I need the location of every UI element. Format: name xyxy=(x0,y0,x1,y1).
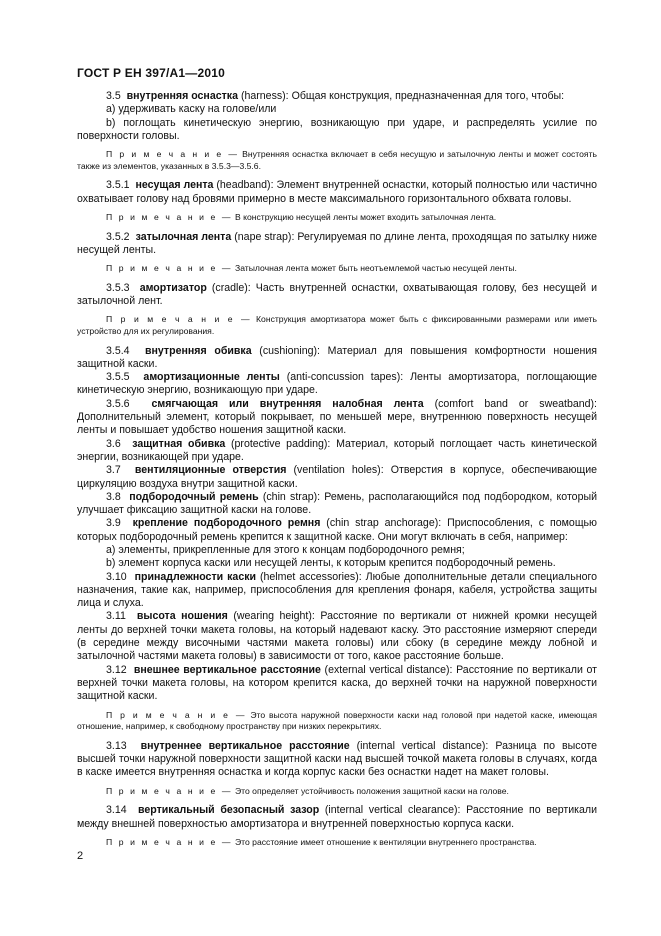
definition-3-8 xyxy=(77,491,597,518)
term: затылочная лента xyxy=(135,230,232,243)
note-label: П р и м е ч а н и е — xyxy=(106,149,240,160)
list-item-b: b) поглощать кинетическую энергию, возникающую при ударе, и распределять усилие по поверхности головы. xyxy=(77,116,597,142)
clause-number: 3.5.3 xyxy=(106,281,130,294)
term: внутренняя обивка xyxy=(145,344,252,357)
list-item-a: a) элементы, прикрепленные для этого к концам подбородочного ремня; xyxy=(106,543,465,556)
note-text: Это высота наружной поверхности каски над головой при надетой каске, имеющая отношение, например, к свободному пространству при низких перекрытиях. xyxy=(77,709,598,732)
term: вертикальный безопасный зазор xyxy=(137,804,320,817)
definition-3-10 xyxy=(77,571,597,611)
note xyxy=(77,786,597,798)
clause-number: 3.5.1 xyxy=(106,179,130,192)
term: амортизатор xyxy=(139,281,207,294)
clause-number: 3.5.4 xyxy=(106,344,130,357)
definition-3-6 xyxy=(77,438,597,465)
definition-3-5 xyxy=(77,90,597,103)
note-text: Внутренняя оснастка включает в себя несущую и затылочную ленты и может состоять также из элементов, указанных в 3.5.3—3.5.6. xyxy=(77,149,597,171)
note-text: Затылочная лента может быть неотъемлемой частью несущей ленты. xyxy=(235,263,517,274)
definition-text: (external vertical distance): Расстояние по вертикали от верхней точки макета головы, на котором крепится каска, до верхней точки на наружной поверхности защитной каски. xyxy=(77,663,597,703)
list-item-b: b) элемент корпуса каски или несущей ленты, к которым крепится подбородочный ремень. xyxy=(106,557,556,570)
clause-number: 3.5.6 xyxy=(106,397,130,410)
clause-number: 3.12 xyxy=(106,663,127,676)
definition-text: (chin strap): Ремень, располагающийся под подбородком, который улучшает фиксацию защитной каски на голове. xyxy=(77,490,597,517)
definition-3-12 xyxy=(77,664,597,704)
note-label: П р и м е ч а н и е — xyxy=(106,314,252,325)
note-text: Конструкция амортизатора может быть с фиксированными размерами или иметь устройство для их регулирования. xyxy=(77,314,597,336)
clause-number: 3.5 xyxy=(106,90,121,102)
clause-number: 3.11 xyxy=(106,610,126,623)
clause-number: 3.13 xyxy=(106,739,127,752)
note xyxy=(77,212,597,224)
definition-text: (nape strap): Регулируемая по длине лента, проходящая по затылку ниже несущей ленты. xyxy=(77,230,598,256)
definition-text: (wearing height): Расстояние по вертикали от нижней кромки несущей ленты до верхней точки макета головы, на который надевают каску. Это расстояние измеряют спереди (в середине между височными частями макета головы) или сбоку (в середине между лобной и затылочной частями макета головы) в зависимости от того, какое расстояние больше. xyxy=(77,610,598,663)
definition-3-5-6 xyxy=(77,398,597,438)
definition-text: (helmet accessories): Любые дополнительные детали специального назначения, такие как, например, приспособления для крепления фонаря, кабеля, устройства защиты лица и слуха. xyxy=(77,570,598,610)
note-text: В конструкцию несущей ленты может входить затылочная лента. xyxy=(235,211,497,222)
definition-text: (internal vertical clearance): Расстояние по вертикали между внешней поверхностью амортизатора и внутренней поверхностью корпуса каски. xyxy=(77,804,597,830)
clause-number: 3.5.5 xyxy=(106,371,130,384)
clause-number: 3.10 xyxy=(106,570,127,583)
definition-text: (cradle): Часть внутренней оснастки, охватывающая голову, без несущей и затылочной лент. xyxy=(77,281,597,308)
term: подбородочный ремень xyxy=(129,490,259,503)
term: смягчающая или внутренняя налобная лента xyxy=(151,397,424,410)
note-text: Это расстояние имеет отношение к вентиляции внутреннего пространства. xyxy=(235,836,537,847)
definition-text: (anti-concussion tapes): Ленты амортизатора, поглощающие кинетическую энергию, возникающую при ударе. xyxy=(77,371,598,397)
term: защитная обивка xyxy=(132,437,226,450)
term: несущая лента xyxy=(135,179,214,192)
definition-3-5-1 xyxy=(77,179,597,206)
note xyxy=(77,149,597,172)
term: вентиляционные отверстия xyxy=(134,464,287,477)
document-header: ГОСТ Р ЕН 397/А1—2010 xyxy=(77,66,225,80)
note xyxy=(77,263,597,275)
clause-number: 3.14 xyxy=(106,804,127,817)
note-label: П р и м е ч а н и е — xyxy=(106,211,233,222)
term: внутреннее вертикальное расстояние xyxy=(140,739,350,752)
definition-3-7 xyxy=(77,464,597,491)
definition-3-5-2 xyxy=(77,231,597,258)
definition-text: (comfort band or sweatband): Дополнительный элемент, который покрывает, по меньшей мере, внутреннюю поверхность несущей ленты и повышает удобство ношения защитной каски. xyxy=(77,397,597,437)
clause-number: 3.5.2 xyxy=(106,230,130,243)
note xyxy=(77,837,597,849)
note xyxy=(77,710,597,733)
note-label: П р и м е ч а н и е — xyxy=(106,836,233,847)
definition-text: (protective padding): Материал, который поглощает часть кинетической энергии, возникающей при ударе. xyxy=(77,437,598,463)
note-text: Это определяет устойчивость положения защитной каски на голове. xyxy=(235,785,509,796)
list-item-a: a) удерживать каску на голове/или xyxy=(106,103,277,116)
definition-text: (ventilation holes): Отверстия в корпусе, обеспечивающие циркуляцию воздуха внутри защитной каски. xyxy=(77,464,598,490)
term: высота ношения xyxy=(136,610,228,623)
definition-text: (cushioning): Материал для повышения комфортности ношения защитной каски. xyxy=(77,344,597,370)
note xyxy=(77,314,597,337)
page-number: 2 xyxy=(77,850,84,862)
term: амортизационные ленты xyxy=(143,371,280,384)
definition-3-13 xyxy=(77,740,597,780)
definition-text: (chin strap anchorage): Приспособления, с помощью которых подбородочный ремень крепится к защитной каске. Они могут включать в себя, например: xyxy=(77,517,597,543)
note-label: П р и м е ч а н и е — xyxy=(106,263,233,274)
clause-number: 3.6 xyxy=(106,437,121,450)
term: внешнее вертикальное расстояние xyxy=(133,663,321,676)
definition-text: (harness): Общая конструкция, предназначенная для того, чтобы: xyxy=(238,90,565,102)
term: внутренняя оснастка xyxy=(126,90,238,102)
definition-3-9 xyxy=(77,517,597,544)
term: принадлежности каски xyxy=(134,570,257,583)
definition-3-5-5 xyxy=(77,371,597,398)
definition-3-11 xyxy=(77,610,597,663)
definition-text: (headband): Элемент внутренней оснастки, который полностью или частично охватывает голову над бровями примерно в месте максимального горизонтального обхвата головы. xyxy=(77,179,597,205)
definition-3-5-4 xyxy=(77,345,597,372)
clause-number: 3.8 xyxy=(106,490,121,503)
definition-3-14 xyxy=(77,804,597,831)
clause-number: 3.9 xyxy=(106,517,121,530)
note-label: П р и м е ч а н и е — xyxy=(106,785,233,796)
term: крепление подбородочного ремня xyxy=(132,517,321,530)
definition-3-5-3 xyxy=(77,282,597,309)
definition-text: (internal vertical distance): Разница по высоте высшей точки наружной поверхности защитной каски над высшей точкой макета головы в случаях, когда в каске имеется внутренняя оснастка и когда корпус каски без оснастки надет на макет головы. xyxy=(77,739,597,779)
note-label: П р и м е ч а н и е — xyxy=(106,709,247,720)
clause-number: 3.7 xyxy=(106,464,121,477)
